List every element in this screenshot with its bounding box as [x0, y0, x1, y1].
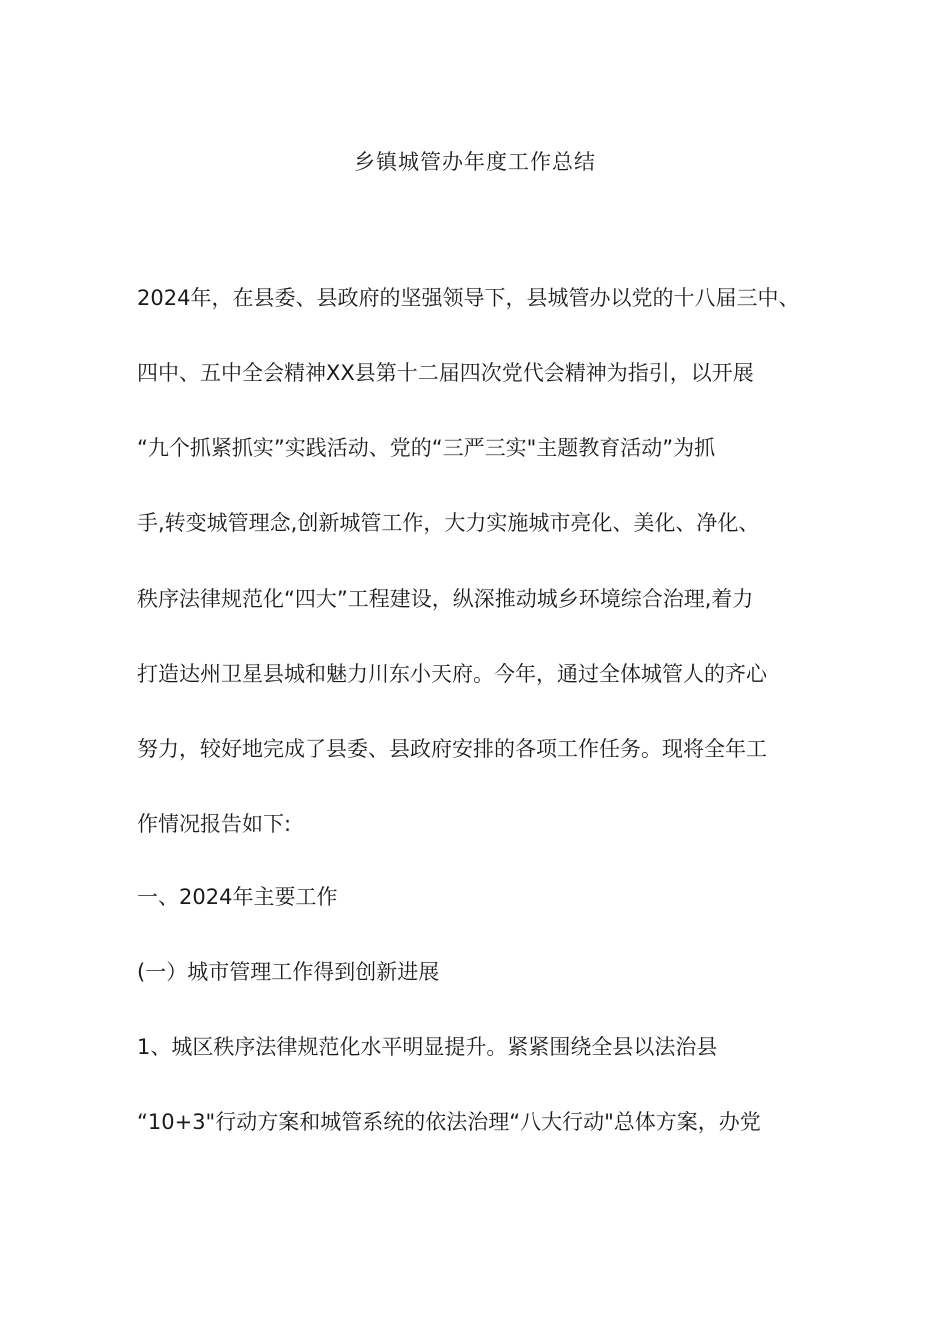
- paragraph-line: 2024年，在县委、县政府的坚强领导下，县城管办以党的十八届三中、: [137, 286, 800, 310]
- paragraph-line: 作情况报告如下:: [137, 812, 292, 836]
- paragraph-line: 秩序法律规范化“四大”工程建设，纵深推动城乡环境综合治理,着力: [137, 587, 754, 611]
- paragraph-line: 1、城区秩序法律规范化水平明显提升。紧紧围绕全县以法治县: [137, 1035, 718, 1059]
- paragraph-line: “10+3"行动方案和城管系统的依法治理“八大行动"总体方案，办党: [137, 1110, 761, 1134]
- paragraph-line: 手,转变城管理念,创新城管工作，大力实施城市亮化、美化、净化、: [137, 511, 760, 535]
- document-title: 乡镇城管办年度工作总结: [354, 150, 596, 174]
- paragraph-line: 努力，较好地完成了县委、县政府安排的各项工作任务。现将全年工: [137, 737, 767, 761]
- paragraph-line: “九个抓紧抓实”实践活动、党的“三严三实"主题教育活动”为抓: [137, 436, 716, 460]
- subsection-heading: (一）城市管理工作得到创新进展: [137, 960, 440, 984]
- paragraph-line: 四中、五中全会精神XX县第十二届四次党代会精神为指引，以开展: [137, 361, 754, 385]
- section-heading: 一、2024年主要工作: [137, 885, 338, 909]
- paragraph-line: 打造达州卫星县城和魅力川东小天府。今年，通过全体城管人的齐心: [137, 662, 767, 686]
